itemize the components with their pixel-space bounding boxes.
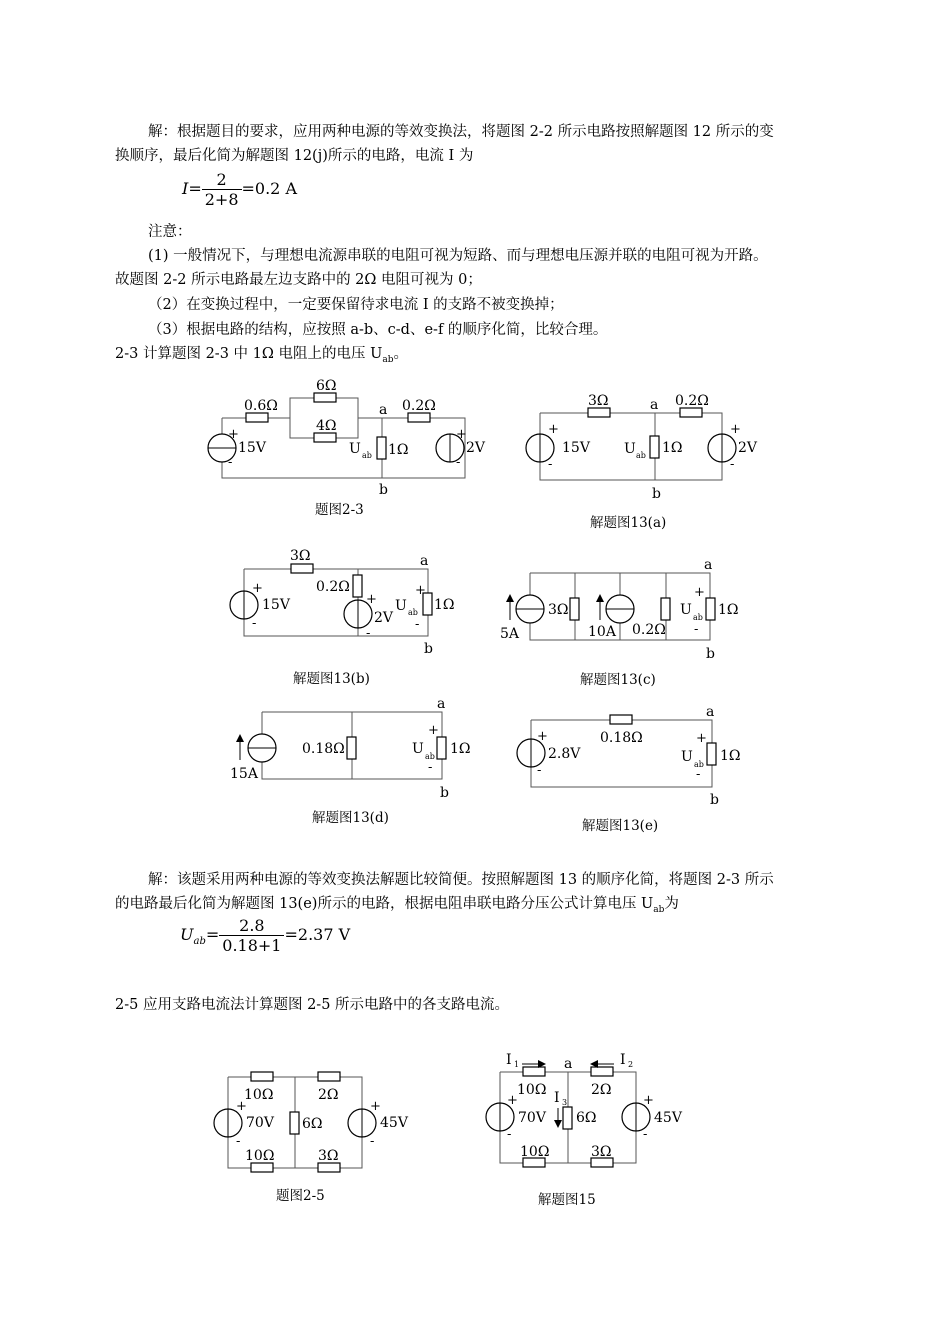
resistor-0.2-top — [408, 413, 430, 422]
svg-text:1Ω: 1Ω — [720, 748, 741, 764]
svg-text:-: - — [428, 760, 433, 775]
svg-text:-: - — [548, 457, 553, 472]
svg-text:+: + — [730, 422, 741, 437]
svg-text:0.2Ω: 0.2Ω — [316, 579, 350, 595]
svg-text:a: a — [650, 397, 659, 413]
svg-text:U: U — [680, 602, 692, 618]
resistor-1 — [377, 437, 386, 459]
svg-text:+: + — [537, 729, 548, 744]
svg-text:6Ω: 6Ω — [302, 1116, 323, 1132]
caption-13b: 解题图13(b) — [293, 671, 370, 687]
svg-text:b: b — [652, 486, 661, 502]
svg-text:-: - — [366, 626, 371, 641]
svg-text:2: 2 — [628, 1060, 634, 1069]
note-1-line1: (1) 一般情况下，与理想电流源串联的电阻可视为短路、而与理想电压源并联的电阻可视为开路。 — [148, 248, 768, 264]
resistor-0.6 — [246, 413, 268, 422]
svg-text:70V: 70V — [246, 1115, 274, 1131]
svg-text:-: - — [643, 1127, 648, 1142]
svg-text:6Ω: 6Ω — [576, 1110, 597, 1126]
formula-current-i: I= $\frac{2}{2+8}$ =0.2 A — [182, 170, 297, 209]
figure-2-3 — [208, 378, 486, 518]
svg-text:U: U — [624, 441, 636, 457]
svg-text:-: - — [456, 455, 461, 470]
svg-text:10Ω: 10Ω — [520, 1144, 550, 1160]
svg-text:ab: ab — [694, 760, 704, 769]
svg-text:-: - — [370, 1134, 375, 1149]
svg-text:+: + — [643, 1093, 654, 1108]
svg-text:45V: 45V — [654, 1110, 682, 1126]
caption-13e: 解题图13(e) — [582, 818, 659, 834]
svg-text:3: 3 — [562, 1098, 568, 1107]
resistor-6 — [314, 393, 336, 402]
note-1-line2: 故题图 2-2 所示电路最左边支路中的 2Ω 电阻可视为 0； — [115, 272, 482, 288]
svg-text:15A: 15A — [230, 766, 258, 782]
solution-2-3-line1: 解：该题采用两种电源的等效变换法解题比较简便。按照解题图 13 的顺序化简，将题图 2-3 所示 — [148, 872, 774, 888]
svg-text:3Ω: 3Ω — [591, 1144, 612, 1160]
svg-text:a: a — [706, 704, 715, 720]
caption-13c: 解题图13(c) — [580, 672, 656, 688]
svg-text:I: I — [620, 1052, 626, 1068]
svg-text:a: a — [564, 1056, 573, 1072]
svg-text:b: b — [710, 792, 719, 808]
svg-text:2Ω: 2Ω — [318, 1087, 339, 1103]
formula-voltage-uab: $U_{ab}=$ $\frac{2.8}{0.18+1}$ =2.37 V — [180, 916, 351, 955]
caption-13a: 解题图13(a) — [590, 515, 667, 531]
figure-13a — [526, 393, 758, 531]
resistor-4 — [314, 433, 336, 442]
node-a: a — [379, 402, 388, 418]
svg-text:10A: 10A — [588, 624, 616, 640]
svg-text:-: - — [537, 763, 542, 778]
caption-2-5: 题图2-5 — [276, 1188, 325, 1204]
svg-text:+: + — [370, 1099, 381, 1114]
svg-text:b: b — [440, 785, 449, 801]
note-heading: 注意： — [148, 224, 192, 240]
svg-text:1: 1 — [514, 1060, 520, 1069]
svg-text:ab: ab — [636, 451, 646, 460]
solution-2-3-line2: 的电路最后化简为解题图 13(e)所示的电路，根据电阻串联电路分压公式计算电压 $U_{ab}$为 — [115, 896, 679, 915]
label-6: 6Ω — [316, 378, 337, 394]
svg-text:1Ω: 1Ω — [450, 741, 471, 757]
svg-text:+: + — [252, 581, 263, 596]
svg-text:-: - — [252, 616, 257, 631]
svg-text:1Ω: 1Ω — [662, 440, 683, 456]
svg-text:U: U — [412, 741, 424, 757]
svg-text:10Ω: 10Ω — [244, 1087, 274, 1103]
svg-text:5A: 5A — [500, 626, 520, 642]
svg-text:0.2Ω: 0.2Ω — [632, 622, 666, 638]
figure-13e — [517, 704, 741, 834]
svg-text:-: - — [730, 457, 735, 472]
svg-text:2V: 2V — [374, 610, 394, 626]
svg-text:10Ω: 10Ω — [245, 1148, 275, 1164]
svg-text:3Ω: 3Ω — [588, 393, 609, 409]
caption-2-3: 题图2-3 — [315, 502, 364, 518]
svg-text:ab: ab — [408, 608, 418, 617]
svg-text:15V: 15V — [562, 440, 590, 456]
svg-text:+: + — [696, 731, 707, 746]
svg-text:-: - — [228, 455, 233, 470]
note-2: （2）在变换过程中，一定要保留待求电流 I 的支路不被变换掉； — [148, 297, 564, 313]
question-2-3: 2-3 计算题图 2-3 中 1Ω 电阻上的电压 $U_{ab}$。 — [115, 346, 408, 365]
svg-text:2.8V: 2.8V — [548, 746, 581, 762]
svg-text:+: + — [507, 1093, 518, 1108]
svg-text:1Ω: 1Ω — [434, 597, 455, 613]
svg-text:a: a — [420, 553, 429, 569]
svg-text:-: - — [415, 617, 420, 632]
svg-text:b: b — [424, 641, 433, 657]
svg-text:-: - — [696, 767, 701, 782]
question-2-5: 2-5 应用支路电流法计算题图 2-5 所示电路中的各支路电流。 — [115, 997, 510, 1013]
figure-15 — [486, 1052, 683, 1208]
svg-text:3Ω: 3Ω — [290, 548, 311, 564]
svg-text:+: + — [548, 422, 559, 437]
figure-13c — [500, 557, 739, 688]
svg-text:ab: ab — [693, 613, 703, 622]
label-0.2: 0.2Ω — [402, 398, 436, 414]
label-4: 4Ω — [316, 418, 337, 434]
svg-text:+: + — [236, 1099, 247, 1114]
svg-text:a: a — [437, 696, 446, 712]
svg-text:+: + — [228, 427, 239, 442]
svg-text:+: + — [415, 583, 426, 598]
svg-text:0.18Ω: 0.18Ω — [302, 741, 345, 757]
solution-2-2-line1: 解：根据题目的要求，应用两种电源的等效变换法，将题图 2-2 所示电路按照解题图 12 所示的变 — [148, 124, 774, 140]
label-1: 1Ω — [388, 442, 409, 458]
svg-text:0.2Ω: 0.2Ω — [675, 393, 709, 409]
svg-text:+: + — [456, 427, 467, 442]
svg-text:-: - — [236, 1134, 241, 1149]
svg-text:-: - — [694, 622, 699, 637]
svg-text:1Ω: 1Ω — [718, 602, 739, 618]
note-3: （3）根据电路的结构，应按照 a-b、c-d、e-f 的顺序化简，比较合理。 — [148, 322, 608, 338]
svg-text:a: a — [704, 557, 713, 573]
label-2v: 2V — [466, 440, 486, 456]
svg-text:3Ω: 3Ω — [318, 1148, 339, 1164]
svg-text:U: U — [395, 598, 407, 614]
svg-text:b: b — [706, 646, 715, 662]
node-b: b — [379, 482, 388, 498]
label-0.6: 0.6Ω — [244, 398, 278, 414]
svg-text:+: + — [428, 723, 439, 738]
svg-text:I: I — [506, 1052, 512, 1068]
svg-text:3Ω: 3Ω — [548, 602, 569, 618]
svg-text:70V: 70V — [518, 1110, 546, 1126]
svg-text:10Ω: 10Ω — [517, 1082, 547, 1098]
svg-text:I: I — [554, 1090, 560, 1106]
svg-text:2Ω: 2Ω — [591, 1082, 612, 1098]
caption-15: 解题图15 — [538, 1192, 596, 1208]
svg-text:0.18Ω: 0.18Ω — [600, 730, 643, 746]
svg-text:-: - — [507, 1127, 512, 1142]
svg-text:+: + — [694, 585, 705, 600]
caption-13d: 解题图13(d) — [312, 810, 389, 826]
svg-text:2V: 2V — [738, 440, 758, 456]
svg-text:U: U — [681, 749, 693, 765]
label-u: U — [349, 441, 361, 457]
figure-13b — [230, 548, 455, 687]
svg-text:+: + — [366, 592, 377, 607]
svg-text:15V: 15V — [262, 597, 290, 613]
svg-text:45V: 45V — [380, 1115, 408, 1131]
svg-text:ab: ab — [425, 752, 435, 761]
figure-13d — [230, 696, 471, 826]
svg-text:ab: ab — [362, 451, 372, 460]
label-15v: 15V — [238, 440, 266, 456]
solution-2-2-line2: 换顺序，最后化简为解题图 12(j)所示的电路，电流 I 为 — [115, 148, 474, 164]
figure-2-5 — [214, 1072, 409, 1204]
